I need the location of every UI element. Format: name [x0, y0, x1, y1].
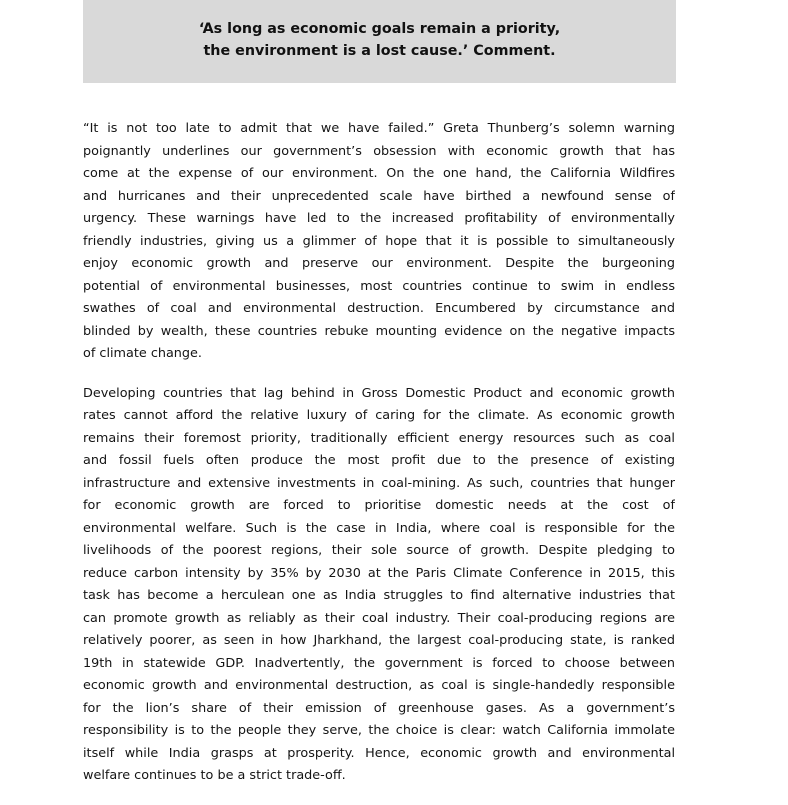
- paragraph-line: enjoy economic growth and preserve our environment. Despite the burgeoning: [83, 256, 675, 271]
- paragraph-line: swathes of coal and environmental destruction. Encumbered by circumstance and: [83, 301, 675, 316]
- paragraph-line: responsibility is to the people they serve, the choice is clear: watch California immolate: [83, 723, 675, 738]
- paragraph-line: itself while India grasps at prosperity. Hence, economic growth and environmental: [83, 745, 675, 761]
- paragraph-line: and fossil fuels often produce the most profit due to the presence of existing: [83, 453, 675, 468]
- paragraph-line: rates cannot afford the relative luxury of caring for the climate. As economic growth: [83, 408, 675, 423]
- essay-title-line-1: ‘As long as economic goals remain a priority,: [198, 21, 561, 37]
- paragraph-line: urgency. These warnings have led to the increased profitability of environmentally: [83, 211, 675, 226]
- paragraph-2: [83, 383, 675, 788]
- paragraph-line: friendly industries, giving us a glimmer of hope that it is possible to simultaneously: [83, 233, 675, 249]
- essay-body: [83, 118, 675, 805]
- paragraph-line: welfare continues to be a strict trade-off.: [83, 768, 346, 783]
- paragraph-line: for the lion’s share of their emission of greenhouse gases. As a government’s: [83, 700, 675, 716]
- paragraph-line: relatively poorer, as seen in how Jharkhand, the largest coal-producing state, is ranked: [83, 633, 675, 648]
- paragraph-line: potential of environmental businesses, most countries continue to swim in endless: [83, 278, 675, 294]
- essay-title-line-2: the environment is a lost cause.’ Comment.: [203, 43, 556, 59]
- paragraph-line: task has become a herculean one as India struggles to find alternative industries that: [83, 588, 675, 603]
- essay-title-box: [83, 0, 676, 83]
- paragraph-1: [83, 118, 675, 366]
- paragraph-line: reduce carbon intensity by 35% by 2030 at the Paris Climate Conference in 2015, this: [83, 565, 675, 581]
- paragraph-line: for economic growth are forced to prioritise domestic needs at the cost of: [83, 498, 675, 513]
- paragraph-line: economic growth and environmental destruction, as coal is single-handedly responsible: [83, 678, 675, 693]
- paragraph-line: come at the expense of our environment. On the one hand, the California Wildfires: [83, 166, 675, 181]
- paragraph-line: poignantly underlines our government’s obsession with economic growth that has: [83, 143, 675, 159]
- paragraph-line: can promote growth as reliably as their coal industry. Their coal-producing regions are: [83, 610, 675, 626]
- paragraph-line: livelihoods of the poorest regions, their sole source of growth. Despite pledging to: [83, 543, 675, 558]
- paragraph-line: blinded by wealth, these countries rebuke mounting evidence on the negative impacts: [83, 323, 675, 339]
- paragraph-line: infrastructure and extensive investments in coal-mining. As such, countries that hunger: [83, 475, 675, 491]
- paragraph-line: remains their foremost priority, traditionally efficient energy resources such as coal: [83, 430, 675, 446]
- paragraph-line: “It is not too late to admit that we have failed.” Greta Thunberg’s solemn warning: [83, 121, 675, 136]
- paragraph-line: and hurricanes and their unprecedented scale have birthed a newfound sense of: [83, 188, 675, 204]
- paragraph-line: environmental welfare. Such is the case in India, where coal is responsible for the: [83, 520, 675, 536]
- paragraph-line: of climate change.: [83, 346, 202, 361]
- paragraph-line: 19th in statewide GDP. Inadvertently, the government is forced to choose between: [83, 655, 675, 671]
- paragraph-line: Developing countries that lag behind in Gross Domestic Product and economic growth: [83, 385, 675, 401]
